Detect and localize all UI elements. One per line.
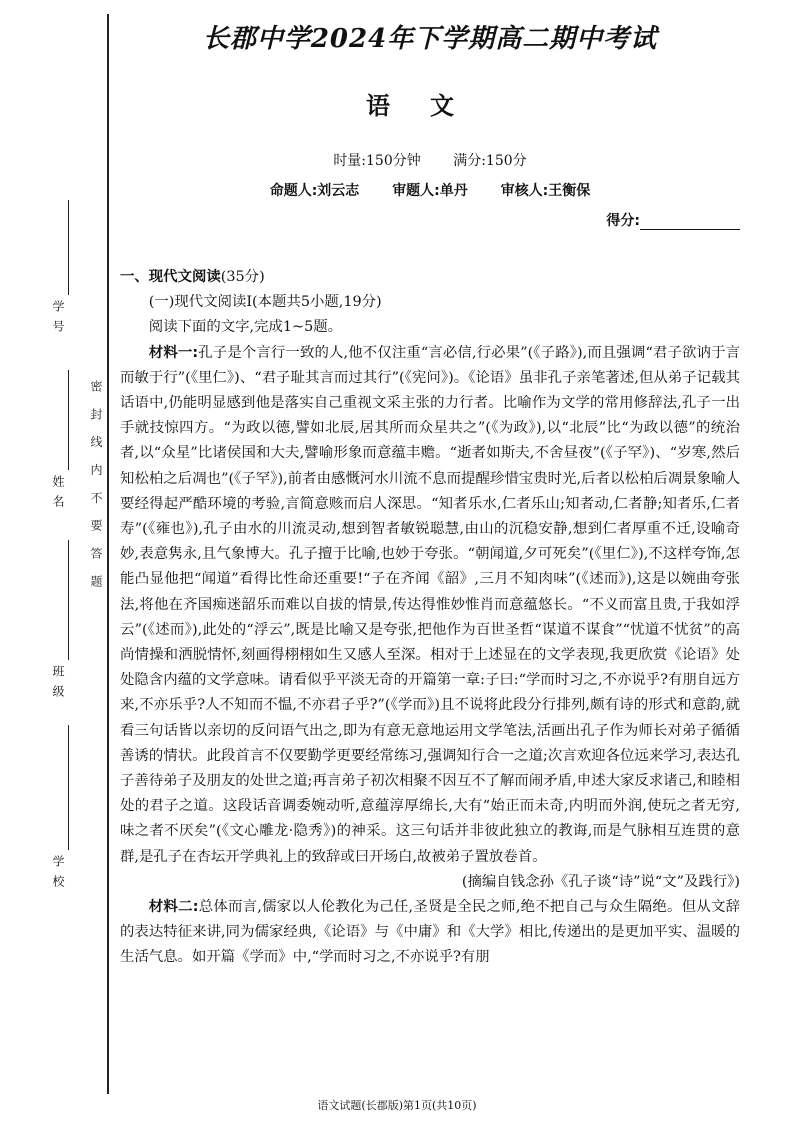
seal-notice: 密 封 线 内 不 要 答 题 — [89, 380, 103, 593]
time-limit: 时量:150分钟 — [333, 153, 421, 169]
exam-meta — [120, 150, 740, 170]
student-id-label: 学 号 — [51, 300, 65, 334]
school-label: 学 校 — [51, 855, 65, 889]
score-field[interactable] — [640, 215, 740, 230]
class-label: 班 级 — [51, 665, 65, 699]
part-heading: (一)现代文阅读Ⅰ(本题共5小题,19分) — [148, 294, 382, 311]
student-id-field[interactable] — [68, 200, 69, 295]
exam-body — [120, 265, 740, 971]
instruction: 阅读下面的文字,完成1~5题。 — [148, 319, 343, 336]
author: 命题人:刘云志 — [269, 183, 360, 199]
section-heading — [120, 265, 740, 290]
reviewer: 审题人:单丹 — [392, 183, 468, 199]
school-field[interactable] — [68, 725, 69, 850]
section-points: (35分) — [220, 269, 265, 285]
name-label: 姓 名 — [51, 475, 65, 509]
class-field[interactable] — [68, 540, 69, 660]
score-box — [606, 210, 740, 230]
name-field[interactable] — [68, 370, 69, 470]
material-1-label: 材料一: — [148, 344, 199, 361]
subject-title: 语文 — [366, 91, 494, 120]
material-2-text: 总体而言,儒家以人伦教化为己任,圣贤是全民之师,绝不把自己与众生隔绝。但从文辞的表达特征来讲,同为儒家经典,《论语》与《中庸》和《大学》相比,传递出的是更加平实、温暖的生活气息。如开篇《学而》中,“学而时习之,不亦说乎?有朋 — [120, 899, 740, 966]
score-label: 得分: — [606, 213, 640, 229]
exam-authors — [120, 180, 740, 200]
material-1-text: 孔子是个言行一致的人,他不仅注重“言必信,行必果”(《子路》),而且强调“君子欲讷于言而敏于行”(《里仁》)、“君子耻其言而过其行”(《宪问》)。《论语》虽非孔子亲笔著述,但从弟子记载其话语中,仍能明显感到他是落实自己重视文采主张的力行者。比喻作为文学的常用修辞法,孔子一出手就技惊四方。“为政以德,譬如北辰,居其所而众星共之”(《为政》),以“北辰”比“为政以德”的统治者,以“众星”比诸侯国和大夫,譬喻形象而意蕴丰赡。“逝者如斯夫,不舍昼夜”(《子罕》)、“岁寒,然后知松柏之后凋也”(《子罕》),前者由感慨河水川流不息而提醒珍惜宝贵时光,后者以松柏后凋景象喻人要经得起严酷环境的考验,言简意赅而启人深思。“知者乐水,仁者乐山;知者动,仁者静;知者乐,仁者寿”(《雍也》),孔子由水的川流灵动,想到智者敏锐聪慧,由山的沉稳安静,想到仁者厚重不迁,设喻奇妙,表意隽永,且气象博大。孔子擅于比喻,也妙于夸张。“朝闻道,夕可死矣”(《里仁》),不这样夸饰,怎能凸显他把“闻道”看得比性命还重要!“子在齐闻《韶》,三月不知肉味”(《述而》),这是以婉曲夸张法,将他在齐国痴迷韶乐而难以自拔的情景,传达得惟妙惟肖而意蕴悠长。“不义而富且贵,于我如浮云”(《述而》),此处的“浮云”,既是比喻又是夸张,把他作为百世圣哲“谋道不谋食”“忧道不忧贫”的高尚情操和洒脱情怀,刻画得栩栩如生又感人至深。相对于上述显在的文学表现,我更欣赏《论语》处处隐含内蕴的文学意味。请看似乎平淡无奇的开篇第一章:子曰:“学而时习之,不亦说乎?有朋自远方来,不亦乐乎?人不知而不愠,不亦君子乎?”(《学而》)且不说将此段分行排列,颇有诗的形式和意韵,就看三句话皆以亲切的反问语气出之,即为有意无意地运用文学笔法,活画出孔子作为师长对弟子循循善诱的情状。此段首言不仅要勤学更要经常练习,强调知行合一之道;次言欢迎各位远来学习,表达孔子善待弟子及朋友的处世之道;再言弟子初次相聚不因互不了解而闹矛盾,申述大家反求诸己,和睦相处的君子之道。这段话音调委婉动听,意蕴淳厚绵长,大有“始正而未奇,内明而外润,使玩之者无穷,味之者不厌矣”(《文心雕龙·隐秀》)的神采。这三句话并非彼此独立的教诲,而是气脉相互连贯的意群,是孔子在杏坛开学典礼上的致辞或曰开场白,故被弟子置放卷首。 — [120, 344, 740, 865]
material-2-label: 材料二: — [148, 899, 199, 916]
material-1 — [120, 341, 740, 870]
binding-margin — [0, 0, 110, 1123]
material-1-source: (摘编自钱念孙《孔子谈“诗”说“文”及践行》) — [461, 873, 740, 890]
section-title: 一、现代文阅读 — [120, 269, 221, 285]
checker: 审核人:王衡保 — [500, 183, 591, 199]
full-score: 满分:150分 — [453, 153, 527, 169]
page-footer: 语文试题(长郡版)第1页(共10页) — [317, 1099, 477, 1112]
exam-title: 长郡中学2024年下学期高二期中考试 — [202, 24, 658, 54]
material-2 — [120, 895, 740, 971]
binding-line — [107, 14, 109, 1094]
